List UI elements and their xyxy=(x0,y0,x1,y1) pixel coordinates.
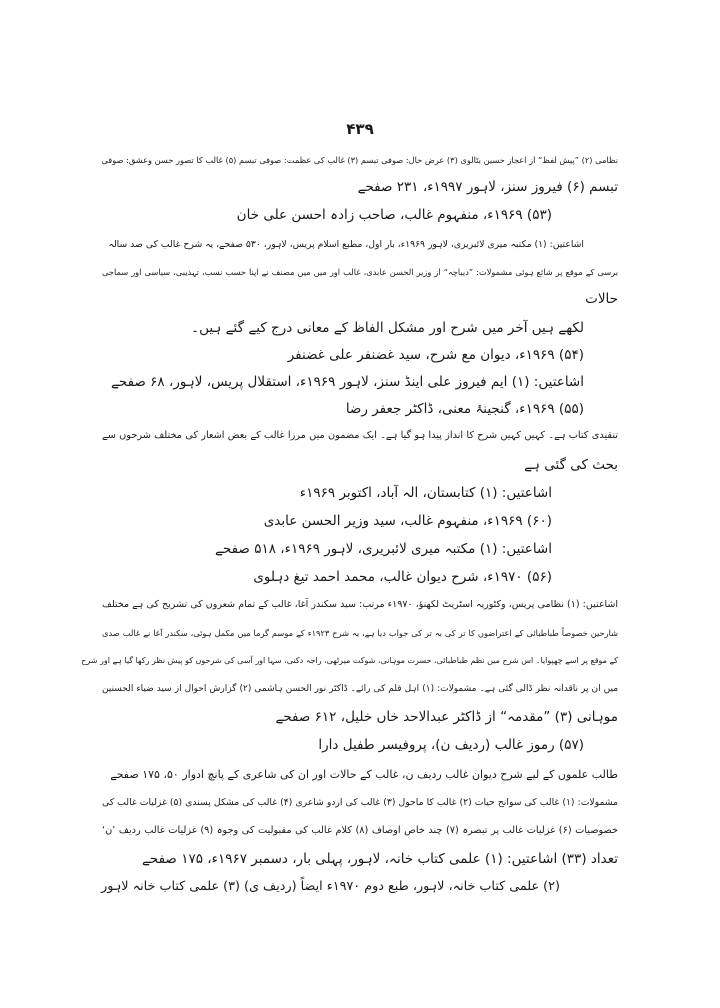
text-line: اشاعتیں: (۱) ایم فیروز علی اینڈ سنز، لاہور ۱۹۶۹ء، استقلال پریس، لاہور، ۶۸ صفحے xyxy=(110,374,584,390)
entry-heading: (۵۶) ۱۹۷۰ء، شرح دیوان غالب، محمد احمد تیغ دہلوی xyxy=(253,569,552,585)
text-line: تعداد (۳۳) اشاعتیں: (۱) علمی کتاب خانہ، لاہور، پہلی بار، دسمبر ۱۹۶۷ء، ۱۷۵ صفحے xyxy=(141,851,618,867)
entry-heading: (۵۷) رموز غالب (ردیف ن)، پروفیسر طفیل دارا xyxy=(318,737,584,753)
text-line: برسی کے موقع پر شائع ہوئی مشمولات: ”دیباچہ“ از وزیر الحسن عابدی، غالب اور میں میں مصنف نے اپنا حسب نسب، تہذیبی، سیاسی اور سماجی xyxy=(102,267,618,277)
text-line: تبسم (۶) فیروز سنز، لاہور ۱۹۹۷ء، ۲۳۱ صفحے xyxy=(357,179,618,195)
entry-heading: (۵۳) ۱۹۶۹ء، منفہوم غالب، صاحب زادہ احسن علی خان xyxy=(236,207,552,223)
entry-heading: (۶۰) ۱۹۶۹ء، منفہوم غالب، سید وزیر الحسن عابدی xyxy=(263,513,552,529)
entry-heading: (۵۴) ۱۹۶۹ء، دیوان مع شرح، سید غضنفر علی غضنفر xyxy=(287,347,584,363)
text-line: کے موقع پر اسے چھپوایا۔ اس شرح میں نظم طباطبائی، حسرت موہانی، شوکت میرٹھی، راجہ دکنی، سہا اور آسی کی شرحوں کو پیش نظر رکھا گیا ہے اور شرح xyxy=(81,656,618,665)
text-line: اشاعتیں: (۱) کتابستان، الہ آباد، اکتوبر ۱۹۶۹ء xyxy=(299,485,552,501)
text-line: طالب علموں کے لیے شرح دیوان غالب ردیف ن، غالب کے حالات اور ان کی شاعری کے پانچ ادوار ۵۰، ۱۷۵ صفحے xyxy=(110,768,618,781)
text-line: (۲) علمی کتاب خانہ، لاہور، طبع دوم ۱۹۷۰ء ایضاً (ردیف ی) (۳) علمی کتاب خانہ لاہور xyxy=(101,879,560,894)
text-line: اشاعتیں: (۱) مکتبہ میری لائبریری، لاہور ۱۹۶۹ء، ۵۱۸ صفحے xyxy=(214,541,552,557)
text-line: تنقیدی کتاب ہے۔ کہیں کہیں شرح کا انداز پیدا ہو گیا ہے۔ ایک مضمون میں مرزا غالب کے بعض اشعار کی مختلف شرحوں سے xyxy=(102,430,618,441)
text-line: لکھے ہیں آخر میں شرح اور مشکل الفاظ کے معانی درج کیے گئے ہیں۔ xyxy=(191,320,584,336)
text-line: حالات xyxy=(585,291,618,307)
text-line: نظامی (۲) ”پیش لفظ“ از اعجاز حسین بٹالوی (۳) عرض حال: صوفی تبسم (۳) غالب کی عظمت: صوفی تبسم (۵) غالب کا تصور حسن وعشق: صوفی xyxy=(101,155,618,165)
text-line: مشمولات: (۱) غالب کی سوانح حیات (۲) غالب کا ماحول (۳) غالب کی اردو شاعری (۴) غالب کی مشکل پسندی (۵) غزلیات غالب کی xyxy=(102,797,619,808)
page-number: ۴۳۹ xyxy=(346,120,374,138)
entry-heading: (۵۵) ۱۹۶۹ء، گنجینۂ معنی، ڈاکٹر جعفر رضا xyxy=(345,401,584,417)
text-line: شارحین خصوصاً طباطبائی کے اعتراضوں کا تر کی بہ تر کی جواب دیا ہے، یہ شرح ۱۹۲۳ء کے موسم گرما میں مکمل ہوئی، سکندر آغا نے غالب صدی xyxy=(102,628,618,638)
text-line: اشاعتیں: (۱) مکتبہ میری لائبریری، لاہور ۱۹۶۹ء، بار اول، مطبع اسلام پریس، لاہور، ۵۳۰ صفحے، یہ شرح غالب کی صد سالہ xyxy=(108,239,584,250)
text-line: میں ان پر ناقدانہ نظر ڈالی گئی ہے۔ مشمولات: (۱) اہل قلم کی رائے۔ ڈاکٹر نور الحسن ہاشمی (۲) گزارش احوال از سید ضیاء الحسنین xyxy=(102,684,619,694)
text-line: اشاعتیں: (۱) نظامی پریس، وکٹوریہ اسٹریٹ لکھنؤ، ۱۹۷۰ء مرتب: سید سکندر آغا، غالب کے تمام شعروں کی تشریح کی ہے مختلف xyxy=(102,599,618,610)
text-line: بحث کی گئی ہے xyxy=(524,457,618,473)
text-line: خصوصیات (۶) غزلیات غالب پر تبصرہ (۷) چند خاص اوصاف (۸) کلام غالب کی مقبولیت کی وجوہ (۹) غزلیات غالب ردیف ’ن‘ xyxy=(102,825,619,836)
text-line: موہانی (۳) ”مقدمہ“ از ڈاکٹر عبدالاحد خاں خلیل، ۶۱۲ صفحے xyxy=(275,709,618,725)
